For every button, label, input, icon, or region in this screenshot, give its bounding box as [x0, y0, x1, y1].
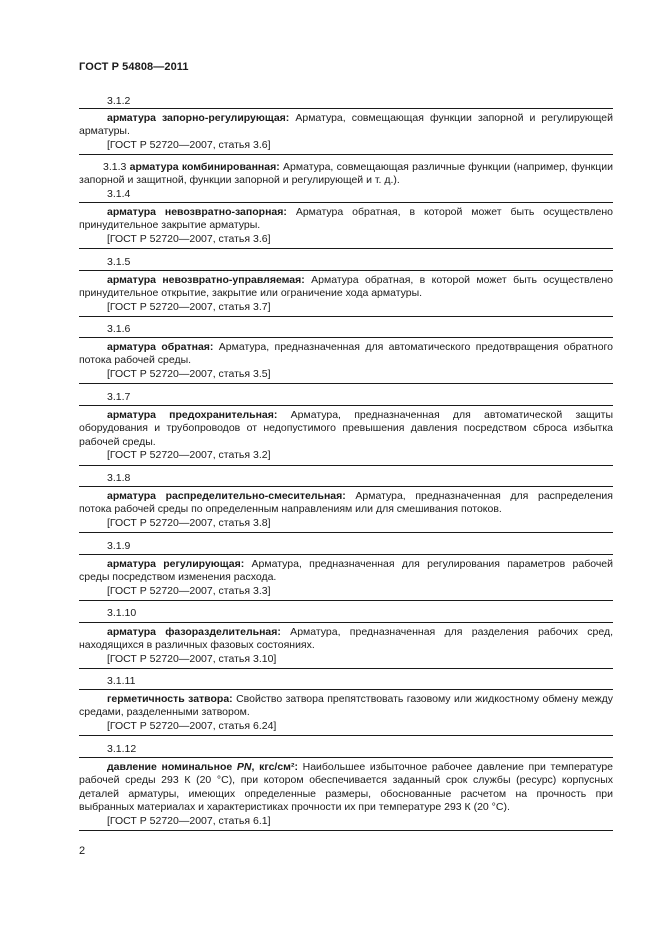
- term-name: арматура регулирующая:: [107, 558, 245, 570]
- term-reference: [ГОСТ Р 52720—2007, статья 3.3]: [107, 584, 271, 597]
- term-definition: Арматура обратная, в которой может быть осуществлено принудительное закрытие арматуры.: [79, 206, 613, 232]
- term-definition: Свойство затвора препятствовать газовому или жидкостному обмену между средами, разделенными затвором.: [79, 693, 613, 719]
- term-definition: Арматура, предназначенная для регулирования параметров рабочей среды посредством изменения расхода.: [79, 558, 613, 584]
- term-name: герметичность затвора:: [107, 693, 233, 705]
- term-name: арматура невозвратно-управляемая:: [107, 274, 305, 286]
- term-reference: [ГОСТ Р 52720—2007, статья 3.5]: [107, 367, 271, 380]
- term-reference: [ГОСТ Р 52720—2007, статья 6.1]: [107, 814, 271, 827]
- term-name: арматура невозвратно-запорная:: [107, 206, 287, 218]
- term-number: 3.1.10: [107, 607, 137, 619]
- term-reference: [ГОСТ Р 52720—2007, статья 3.8]: [107, 516, 271, 529]
- term-name: арматура предохранительная:: [107, 409, 278, 421]
- document-header: ГОСТ Р 54808—2011: [79, 61, 189, 73]
- term-name: арматура запорно-регулирующая:: [107, 112, 290, 124]
- term-box: [79, 757, 613, 831]
- term-box: [79, 486, 613, 533]
- term-number: 3.1.5: [107, 256, 131, 268]
- term-definition: Арматура, предназначенная для автоматической защиты оборудования и трубопроводов от недопустимого превышения давления посредством сброса избытка рабочей среды.: [79, 409, 614, 448]
- page-number: 2: [79, 845, 86, 857]
- term-number: 3.1.8: [107, 472, 131, 484]
- term-definition: Арматура обратная, в которой может быть осуществлено принудительное открытие, закрытие или ограничение хода арматуры.: [79, 274, 613, 300]
- term-reference: [ГОСТ Р 52720—2007, статья 3.6]: [107, 232, 271, 245]
- term-number: 3.1.9: [107, 540, 131, 552]
- term-definition: Арматура, совмещающая различные функции (например, функции запорной и защитной, функции запорной и регулирующей и т. д.).: [79, 161, 614, 187]
- term-box: [79, 270, 613, 317]
- term-reference: [ГОСТ Р 52720—2007, статья 3.10]: [107, 652, 277, 665]
- term-number: 3.1.7: [107, 391, 131, 403]
- term-definition: Арматура, совмещающая функции запорной и регулирующей арматуры.: [79, 112, 613, 138]
- term-box: [79, 405, 613, 466]
- term-definition: Арматура, предназначенная для разделения рабочих сред, находящихся в различных фазовых состояниях.: [79, 626, 614, 652]
- term-definition: Наибольшее избыточное рабочее давление при температуре рабочей среды 293 К (20 °С), при котором обеспечивается заданный срок службы (ресурс) корпусных деталей арматуры, имеющих определенные размеры, обоснованные расчетом на прочность при выбранных материалах и характеристиках прочности их при температуре 293 К (20 °С).: [79, 761, 614, 814]
- term-name: арматура комбинированная:: [129, 161, 280, 173]
- term-reference: [ГОСТ Р 52720—2007, статья 3.2]: [107, 449, 271, 462]
- term-reference: [ГОСТ Р 52720—2007, статья 3.6]: [107, 138, 271, 151]
- term-box: [79, 622, 613, 669]
- term-number: 3.1.6: [107, 323, 131, 335]
- term-box: [79, 108, 613, 155]
- term-plain: [79, 161, 613, 188]
- term-symbol: PN: [236, 761, 252, 773]
- term-box: [79, 202, 613, 249]
- term-number: 3.1.11: [107, 675, 136, 687]
- term-name: арматура распределительно-смесительная:: [107, 490, 346, 502]
- term-reference: [ГОСТ Р 52720—2007, статья 3.7]: [107, 300, 271, 313]
- term-box: [79, 337, 613, 384]
- term-name: давление номинальное PN, кгс/см²:: [107, 761, 298, 773]
- term-name: арматура фазоразделительная:: [107, 626, 281, 638]
- term-definition: Арматура, предназначенная для автоматического предотвращения обратного потока рабочей среды.: [79, 341, 613, 367]
- term-number: 3.1.2: [107, 95, 131, 107]
- term-number: 3.1.12: [107, 743, 137, 755]
- term-number: 3.1.3: [103, 161, 127, 173]
- term-box: [79, 554, 613, 601]
- term-reference: [ГОСТ Р 52720—2007, статья 6.24]: [107, 719, 277, 732]
- term-box: [79, 689, 613, 736]
- term-definition: Арматура, предназначенная для распределения потока рабочей среды по определенным направлениям или для смешивания потоков.: [79, 490, 613, 516]
- term-name: арматура обратная:: [107, 341, 214, 353]
- term-number: 3.1.4: [107, 188, 131, 200]
